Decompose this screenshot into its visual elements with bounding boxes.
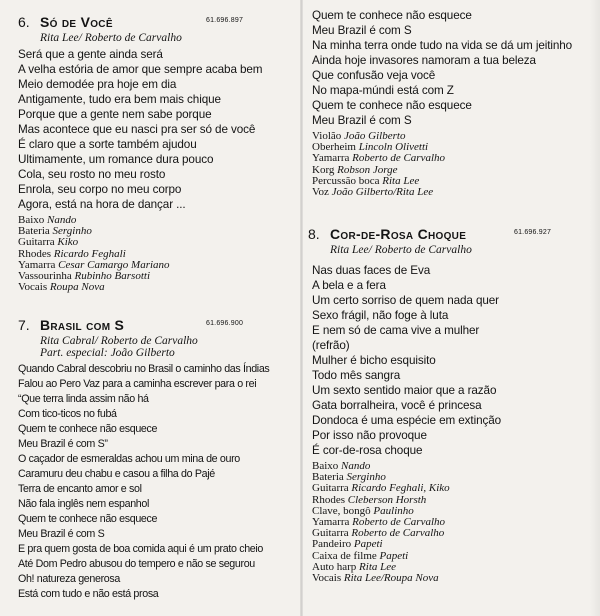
song-8-header xyxy=(308,224,598,244)
musician-row xyxy=(312,187,596,198)
musician-name: Rita Lee/Roupa Nova xyxy=(343,572,439,585)
lyric-line: Na minha terra onde tudo na vida se dá um jeitinho xyxy=(312,39,573,52)
lyric-line: Será que a gente ainda será xyxy=(18,48,163,61)
song-6-catalog-code: 61.696.897 xyxy=(206,17,244,24)
song-7-continued xyxy=(312,8,596,198)
musician-role: Oberheim xyxy=(312,141,356,154)
musician-name: Cesar Camargo Mariano xyxy=(58,258,170,271)
song-8-lyrics xyxy=(308,263,598,458)
lyric-line: Meu Brazil é com S” xyxy=(18,438,108,450)
lyric-line: Ainda hoje invasores namoram a tua beleza xyxy=(312,54,536,67)
song-7-title: Brasil com S xyxy=(40,317,125,333)
lyric-line: Quando Cabral descobriu no Brasil o caminho das Índias xyxy=(18,363,270,375)
lyric-line: Um certo sorriso de quem nada quer xyxy=(312,294,499,307)
musician-role: Yamarra xyxy=(312,152,350,165)
musician-name: João Gilberto/Rita Lee xyxy=(331,186,434,199)
lyric-line: Meio demodée pra hoje em dia xyxy=(18,78,177,91)
lyric-line: Dondoca é uma espécie em extinção xyxy=(312,414,502,427)
lyric-line: Gata borralheira, você é princesa xyxy=(312,399,482,412)
musician-name: Paulinho xyxy=(373,504,414,517)
lyric-line: Quem te conhece não esquece xyxy=(18,513,158,525)
lyric-line: Meu Brazil é com S xyxy=(312,24,412,37)
musician-role: Vocais xyxy=(312,572,342,585)
page-edge-shadow xyxy=(590,0,600,616)
song-7-number: 7. xyxy=(18,317,30,333)
musician-role: Bateria xyxy=(18,225,50,238)
song-6-number: 6. xyxy=(18,14,30,30)
musician-role: Voz xyxy=(312,186,329,199)
song-8-number: 8. xyxy=(308,226,320,242)
musician-row xyxy=(18,282,298,293)
lyric-line: Que confusão veja você xyxy=(312,69,436,82)
musician-role: Rhodes xyxy=(18,247,51,260)
lyric-line: Porque que a gente nem sabe porque xyxy=(18,108,212,121)
song-6-header xyxy=(18,12,298,32)
musician-role: Vassourinha xyxy=(18,270,72,283)
musician-role: Guitarra xyxy=(312,527,349,540)
lyric-line: Meu Brazil é com S xyxy=(312,114,412,127)
song-7 xyxy=(18,315,300,602)
musician-name: Serginho xyxy=(52,225,92,238)
musician-role: Pandeiro xyxy=(312,538,352,551)
musician-name: Ricardo Feghali, Kiko xyxy=(351,482,450,495)
lyric-line: Até Dom Pedro abusou do tempero e não se segurou xyxy=(18,558,255,570)
lyric-line: Cola, seu rosto no meu rosto xyxy=(18,168,166,181)
musician-name: Roupa Nova xyxy=(49,281,105,294)
musician-role: Baixo xyxy=(18,214,45,226)
lyric-line: Quem te conhece não esquece xyxy=(312,9,472,22)
lyric-line: Mulher é bicho esquisito xyxy=(312,354,436,367)
musician-name: Lincoln Olivetti xyxy=(358,141,429,154)
lyric-line: E pra quem gosta de boa comida aqui é um prato cheio xyxy=(18,543,263,555)
song-7-special-participation: Part. especial: João Gilberto xyxy=(40,347,175,359)
song-8-credits xyxy=(308,244,598,256)
song-7-credit-line: Rita Cabral/ Roberto de Carvalho xyxy=(40,335,198,347)
lyric-line: Terra de encanto amor e sol xyxy=(18,483,142,495)
musician-role: Percussão boca xyxy=(312,174,380,187)
song-6-title: Só de Você xyxy=(40,14,113,30)
lyric-line: É claro que a sorte também ajudou xyxy=(18,138,197,151)
song-6-lyrics xyxy=(18,47,298,212)
page-fold xyxy=(300,0,303,616)
musician-name: Papeti xyxy=(379,549,409,562)
lyric-line: Com tico-ticos no fubá xyxy=(18,408,117,420)
lyric-line: A velha estória de amor que sempre acaba bem xyxy=(18,63,263,76)
song-7-credits xyxy=(18,335,300,359)
musician-role: Vocais xyxy=(18,281,48,294)
musician-name: Roberto de Carvalho xyxy=(352,152,446,165)
lyric-line: Mas acontece que eu nasci pra ser só de você xyxy=(18,123,256,136)
lyric-line: Caramuru deu chabu e casou a filha do Pajé xyxy=(18,468,215,480)
song-6-musicians xyxy=(18,215,298,293)
song-6 xyxy=(18,12,298,293)
song-7-catalog-code: 61.696.900 xyxy=(206,320,244,327)
lyric-line: Quem te conhece não esquece xyxy=(18,423,158,435)
song-8 xyxy=(308,224,598,584)
musician-role: Yamarra xyxy=(18,258,56,271)
lyric-line: “Que terra linda assim não há xyxy=(18,393,149,405)
lyric-line: Oh! natureza generosa xyxy=(18,573,120,585)
lyric-line: (refrão) xyxy=(312,339,350,352)
song-6-credits xyxy=(18,32,298,44)
musician-name: Kiko xyxy=(57,236,79,249)
musician-name: Rita Lee xyxy=(359,560,397,573)
lyric-line: Quem te conhece não esquece xyxy=(312,99,472,112)
lyric-line: Meu Brazil é com S xyxy=(18,528,105,540)
song-8-musicians xyxy=(308,461,598,584)
musician-name: Serginho xyxy=(346,471,386,484)
lyric-line: Agora, está na hora de dançar ... xyxy=(18,198,186,211)
musician-name: Rubinho Barsotti xyxy=(74,270,151,283)
song-7-musicians xyxy=(312,131,596,198)
musician-role: Rhodes xyxy=(312,493,345,506)
lyric-line: Nas duas faces de Eva xyxy=(312,264,431,277)
song-8-title: Cor-de-Rosa Choque xyxy=(330,226,467,242)
musician-role: Clave, bongô xyxy=(312,504,371,517)
song-8-catalog-code: 61.696.927 xyxy=(514,229,552,236)
musician-name: Cleberson Horsth xyxy=(347,493,427,506)
musician-role: Guitarra xyxy=(18,236,55,249)
lyric-line: Antigamente, tudo era bem mais chique xyxy=(18,93,221,106)
lyric-line: Sexo frágil, não foge à luta xyxy=(312,309,449,322)
musician-name: Papeti xyxy=(353,538,383,551)
song-7-continued-lyrics xyxy=(312,8,596,128)
musician-name: Ricardo Feghali xyxy=(53,247,126,260)
musician-role: Baixo xyxy=(312,460,339,472)
musician-role: Auto harp xyxy=(312,560,357,573)
musician-row xyxy=(312,573,598,584)
musician-role: Korg xyxy=(312,163,335,176)
lyric-line: O caçador de esmeraldas achou um mina de ouro xyxy=(18,453,240,465)
lyric-line: Falou ao Pero Vaz para a caminha escrever para o rei xyxy=(18,378,257,390)
lyric-line: Um sexto sentido maior que a razão xyxy=(312,384,497,397)
lyric-line: Todo mês sangra xyxy=(312,369,401,382)
song-7-lyrics xyxy=(18,362,300,602)
song-8-credit-line: Rita Lee/ Roberto de Carvalho xyxy=(330,244,472,256)
musician-name: Roberto de Carvalho xyxy=(351,527,445,540)
musician-role: Yamarra xyxy=(312,516,350,529)
musician-name: Nando xyxy=(341,460,371,472)
lyric-line: Enrola, seu corpo no meu corpo xyxy=(18,183,182,196)
musician-name: Rita Lee xyxy=(382,174,420,187)
musician-role: Bateria xyxy=(312,471,344,484)
lyric-line: Por isso não provoque xyxy=(312,429,427,442)
musician-role: Caixa de filme xyxy=(312,549,377,562)
lyric-line: E nem só de cama vive a mulher xyxy=(312,324,480,337)
song-6-credit-line: Rita Lee/ Roberto de Carvalho xyxy=(40,32,182,44)
lyric-line: Está com tudo e não está prosa xyxy=(18,588,159,600)
musician-name: Robson Jorge xyxy=(337,163,398,176)
musician-name: Nando xyxy=(47,214,77,226)
lyric-line: É cor-de-rosa choque xyxy=(312,444,423,457)
lyric-line: Ultimamente, um romance dura pouco xyxy=(18,153,214,166)
musician-name: Roberto de Carvalho xyxy=(352,516,446,529)
lyric-line: No mapa-múndi está com Z xyxy=(312,84,454,97)
lyric-line: A bela e a fera xyxy=(312,279,386,292)
song-7-header xyxy=(18,315,300,335)
musician-role: Violão xyxy=(312,130,342,142)
musician-role: Guitarra xyxy=(312,482,349,495)
musician-name: João Gilberto xyxy=(344,130,406,142)
lyric-line: Não fala inglês nem espanhol xyxy=(18,498,150,510)
